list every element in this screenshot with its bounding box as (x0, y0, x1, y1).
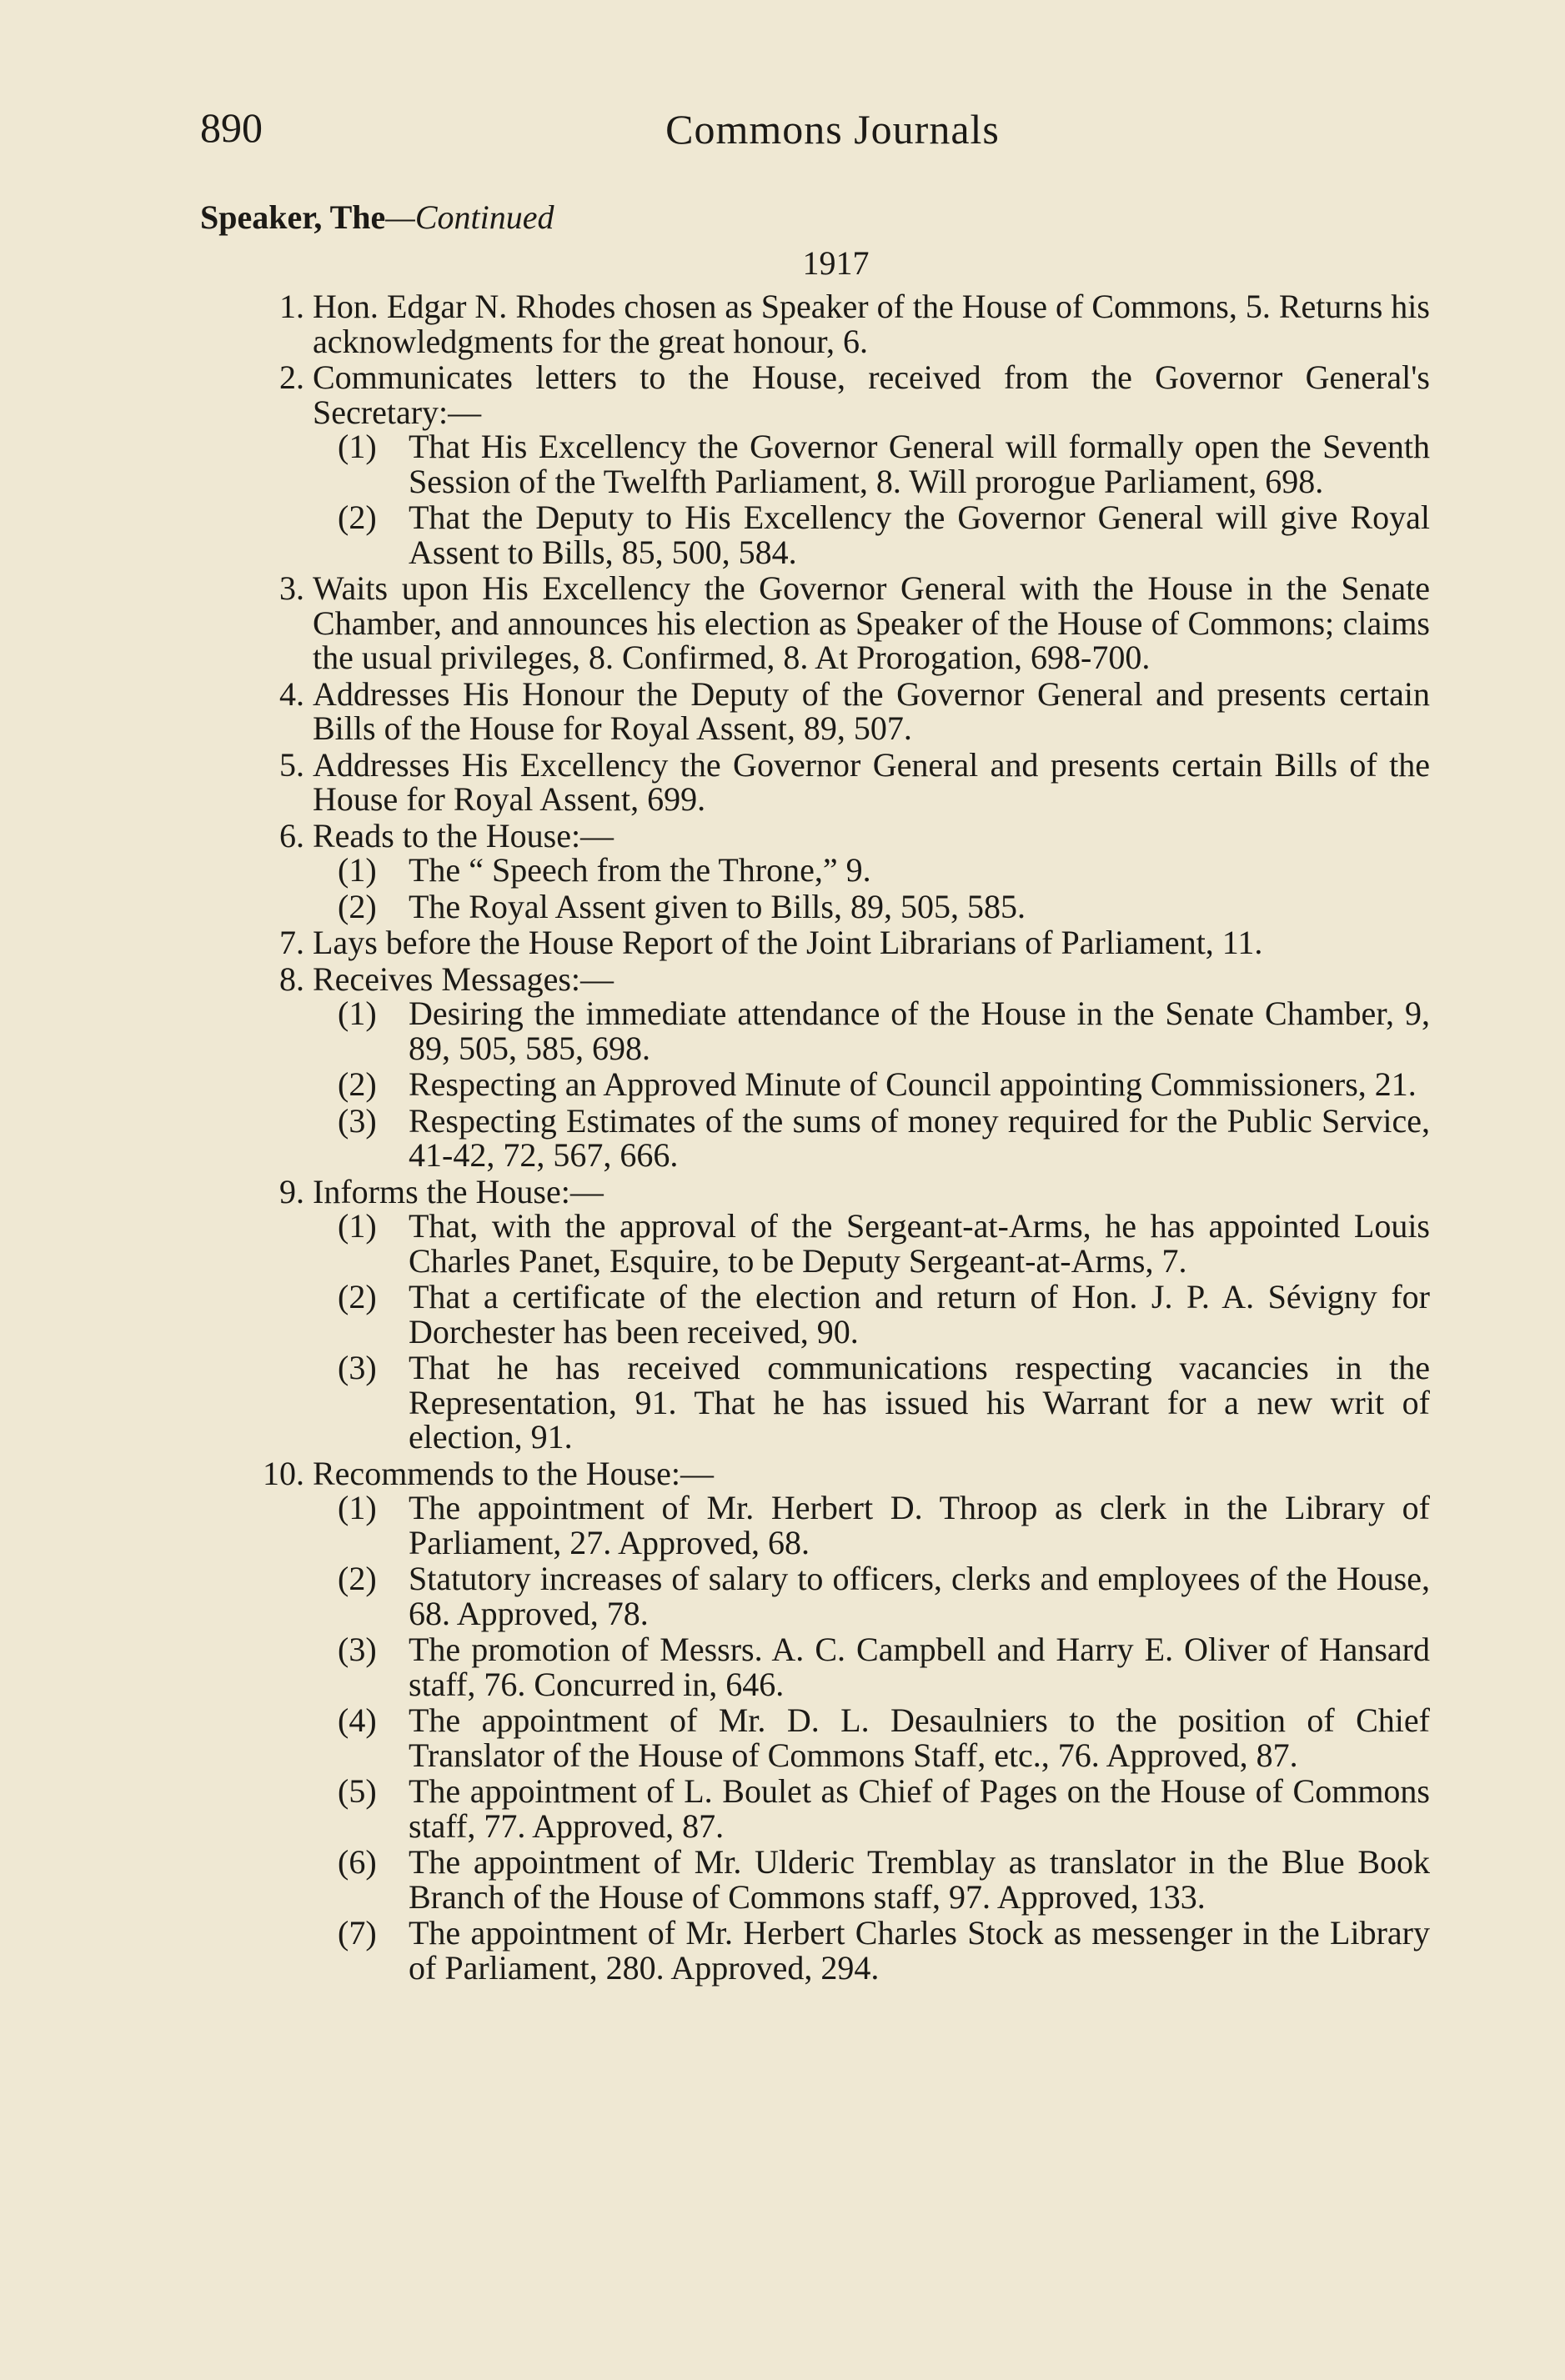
section-name: Speaker, The (200, 198, 386, 236)
entry-line: Receives Messages:— (313, 960, 614, 998)
entry-text (200, 925, 1430, 960)
sub-entry (200, 1067, 1430, 1102)
sub-entry-text: That, with the approval of the Sergeant-at-Arms, he has appointed Louis Charles Panet, Esquire, to be Deputy Sergeant-at-Arms, 7. (409, 1207, 1430, 1280)
entry-text (200, 289, 1430, 358)
sub-entry-number: (2) (338, 1278, 377, 1315)
sub-entry-text: The appointment of Mr. Herbert D. Throop as clerk in the Library of Parliament, 27. Approved, 68. (409, 1489, 1430, 1561)
index-entry (200, 1456, 1430, 1986)
sub-entry-text: That His Excellency the Governor General will formally open the Seventh Session of the Twelfth Parliament, 8. Will prorogue Parliament, 698. (409, 428, 1430, 500)
entry-line: Recommends to the House:— (313, 1454, 715, 1492)
section-year: 1917 (802, 244, 870, 282)
entry-number: 7. (279, 924, 304, 961)
sub-entry-number: (4) (338, 1701, 377, 1739)
sub-entry-number: (1) (338, 1489, 377, 1526)
page-number: 890 (200, 104, 263, 151)
entry-text (200, 1456, 1430, 1491)
index-entry (200, 962, 1430, 1173)
entry-number: 1. (279, 288, 304, 325)
sub-entry (200, 853, 1430, 888)
sub-entry (200, 500, 1430, 569)
entry-line: Informs the House:— (313, 1172, 604, 1210)
sub-entry-number: (7) (338, 1914, 377, 1952)
entry-number: 2. (279, 358, 304, 396)
sub-entry-number: (1) (338, 428, 377, 465)
sub-entry-number: (3) (338, 1101, 377, 1140)
sub-entry-number: (1) (338, 851, 377, 889)
sub-entry-text: Respecting Estimates of the sums of money required for the Public Service, 41-42, 72, 567, 666. (409, 1101, 1430, 1174)
entry-number: 8. (279, 960, 304, 998)
sub-entry-text: Respecting an Approved Minute of Council appointing Commissioners, 21. (409, 1065, 1417, 1103)
entry-number: 3. (279, 569, 304, 607)
section-continued: —Continued (385, 198, 554, 236)
index-entry (200, 571, 1430, 675)
entry-line: Secretary:— (313, 393, 482, 431)
sub-entry-number: (2) (338, 1560, 377, 1597)
running-head-title: Commons Journals (665, 106, 1000, 153)
entry-number: 10. (263, 1454, 304, 1492)
sub-entry-text: Statutory increases of salary to officers, clerks and employees of the House, 68. Approved, 78. (409, 1560, 1430, 1632)
entry-number: 9. (279, 1172, 304, 1210)
sub-entry-text: The “ Speech from the Throne,” 9. (409, 851, 871, 889)
entry-text (200, 816, 1430, 854)
entry-line: Addresses His Excellency the Governor General and presents certain Bills of the House for Royal Assent, 699. (313, 745, 1430, 818)
index-entry (200, 674, 1430, 747)
entries-list (200, 289, 1430, 1985)
index-entry (200, 1172, 1430, 1456)
sub-entry-number: (6) (338, 1843, 377, 1881)
sub-entry-text: That he has received communications respecting vacancies in the Representation, 91. That he has issued his Warrant for a new writ of election, 91. (409, 1349, 1430, 1456)
sub-entry-text: The appointment of L. Boulet as Chief of Pages on the House of Commons staff, 77. Approved, 87. (409, 1772, 1430, 1845)
sub-entry (200, 996, 1430, 1065)
sub-entry-number: (1) (338, 1207, 377, 1245)
sub-entry (200, 1209, 1430, 1278)
sub-entry (200, 1845, 1430, 1914)
sub-entry-number: (1) (338, 995, 377, 1032)
sub-entry-text: That a certificate of the election and return of Hon. J. P. A. Sévigny for Dorchester has been received, 90. (409, 1278, 1430, 1350)
sub-entry (200, 1774, 1430, 1843)
sub-entry-number: (2) (338, 1065, 377, 1103)
sub-entry (200, 1632, 1430, 1701)
index-entry (200, 360, 1430, 569)
index-entry (200, 925, 1430, 960)
sub-entry-text: Desiring the immediate attendance of the House in the Senate Chamber, 9, 89, 505, 585, 698. (409, 995, 1430, 1067)
sub-entry-text: That the Deputy to His Excellency the Governor General will give Royal Assent to Bills, 85, 500, 584. (409, 499, 1430, 571)
entry-text (200, 745, 1430, 818)
sub-entry (200, 429, 1430, 499)
sub-entry-text: The promotion of Messrs. A. C. Campbell and Harry E. Oliver of Hansard staff, 76. Concurred in, 646. (409, 1631, 1430, 1703)
sub-entry-number: (3) (338, 1631, 377, 1668)
index-content (200, 196, 1430, 1987)
entry-line: Waits upon His Excellency the Governor General with the House in the Senate Chamber, and announces his election as Speaker of the House of Commons; claims the usual privileges, 8. Confirmed, 8. At Prorogation, 698-700. (313, 569, 1430, 676)
sub-entry (200, 1350, 1430, 1455)
sub-entry-text: The appointment of Mr. D. L. Desaulniers to the position of Chief Translator of the House of Commons Staff, etc., 76. Approved, 87. (409, 1701, 1430, 1774)
entry-text (200, 360, 1430, 429)
sub-entry (200, 1561, 1430, 1631)
index-entry (200, 745, 1430, 818)
sub-entry-text: The Royal Assent given to Bills, 89, 505, 585. (409, 887, 1026, 925)
entry-line: Communicates letters to the House, received from the Governor General's (313, 358, 1430, 396)
entry-line: Reads to the House:— (313, 816, 614, 854)
sub-entry (200, 1916, 1430, 1985)
entry-line: Returns his acknowledgments for the great honour, 6. (313, 288, 1430, 360)
sub-entry (200, 1280, 1430, 1349)
entry-text (200, 571, 1430, 675)
sub-entry (200, 889, 1430, 924)
sub-entry-number: (5) (338, 1772, 377, 1810)
entry-text (200, 962, 1430, 997)
sub-entry-number: (3) (338, 1349, 377, 1386)
entry-number: 4. (279, 674, 304, 713)
sub-entry-number: (2) (338, 887, 377, 925)
sub-entry (200, 1703, 1430, 1772)
index-entry (200, 289, 1430, 358)
section-heading (200, 196, 1430, 239)
sub-entry-text: The appointment of Mr. Herbert Charles Stock as messenger in the Library of Parliament, 280. Approved, 294. (409, 1914, 1430, 1987)
entry-text (200, 1172, 1430, 1210)
entry-text (200, 674, 1430, 747)
entry-line: Addresses His Honour the Deputy of the Governor General and presents certain Bills of the House for Royal Assent, 89, 507. (313, 674, 1430, 747)
entry-line: Lays before the House Report of the Joint Librarians of Parliament, 11. (313, 924, 1263, 961)
entry-number: 5. (279, 745, 304, 784)
entry-number: 6. (279, 816, 304, 854)
index-entry (200, 816, 1430, 925)
sub-entry (200, 1491, 1430, 1560)
sub-entry (200, 1101, 1430, 1174)
sub-entry-number: (2) (338, 499, 377, 536)
sub-entry-text: The appointment of Mr. Ulderic Tremblay as translator in the Blue Book Branch of the House of Commons staff, 97. Approved, 133. (409, 1843, 1430, 1916)
entry-line: Hon. Edgar N. Rhodes chosen as Speaker of the House of Commons, 5. (313, 288, 1271, 325)
